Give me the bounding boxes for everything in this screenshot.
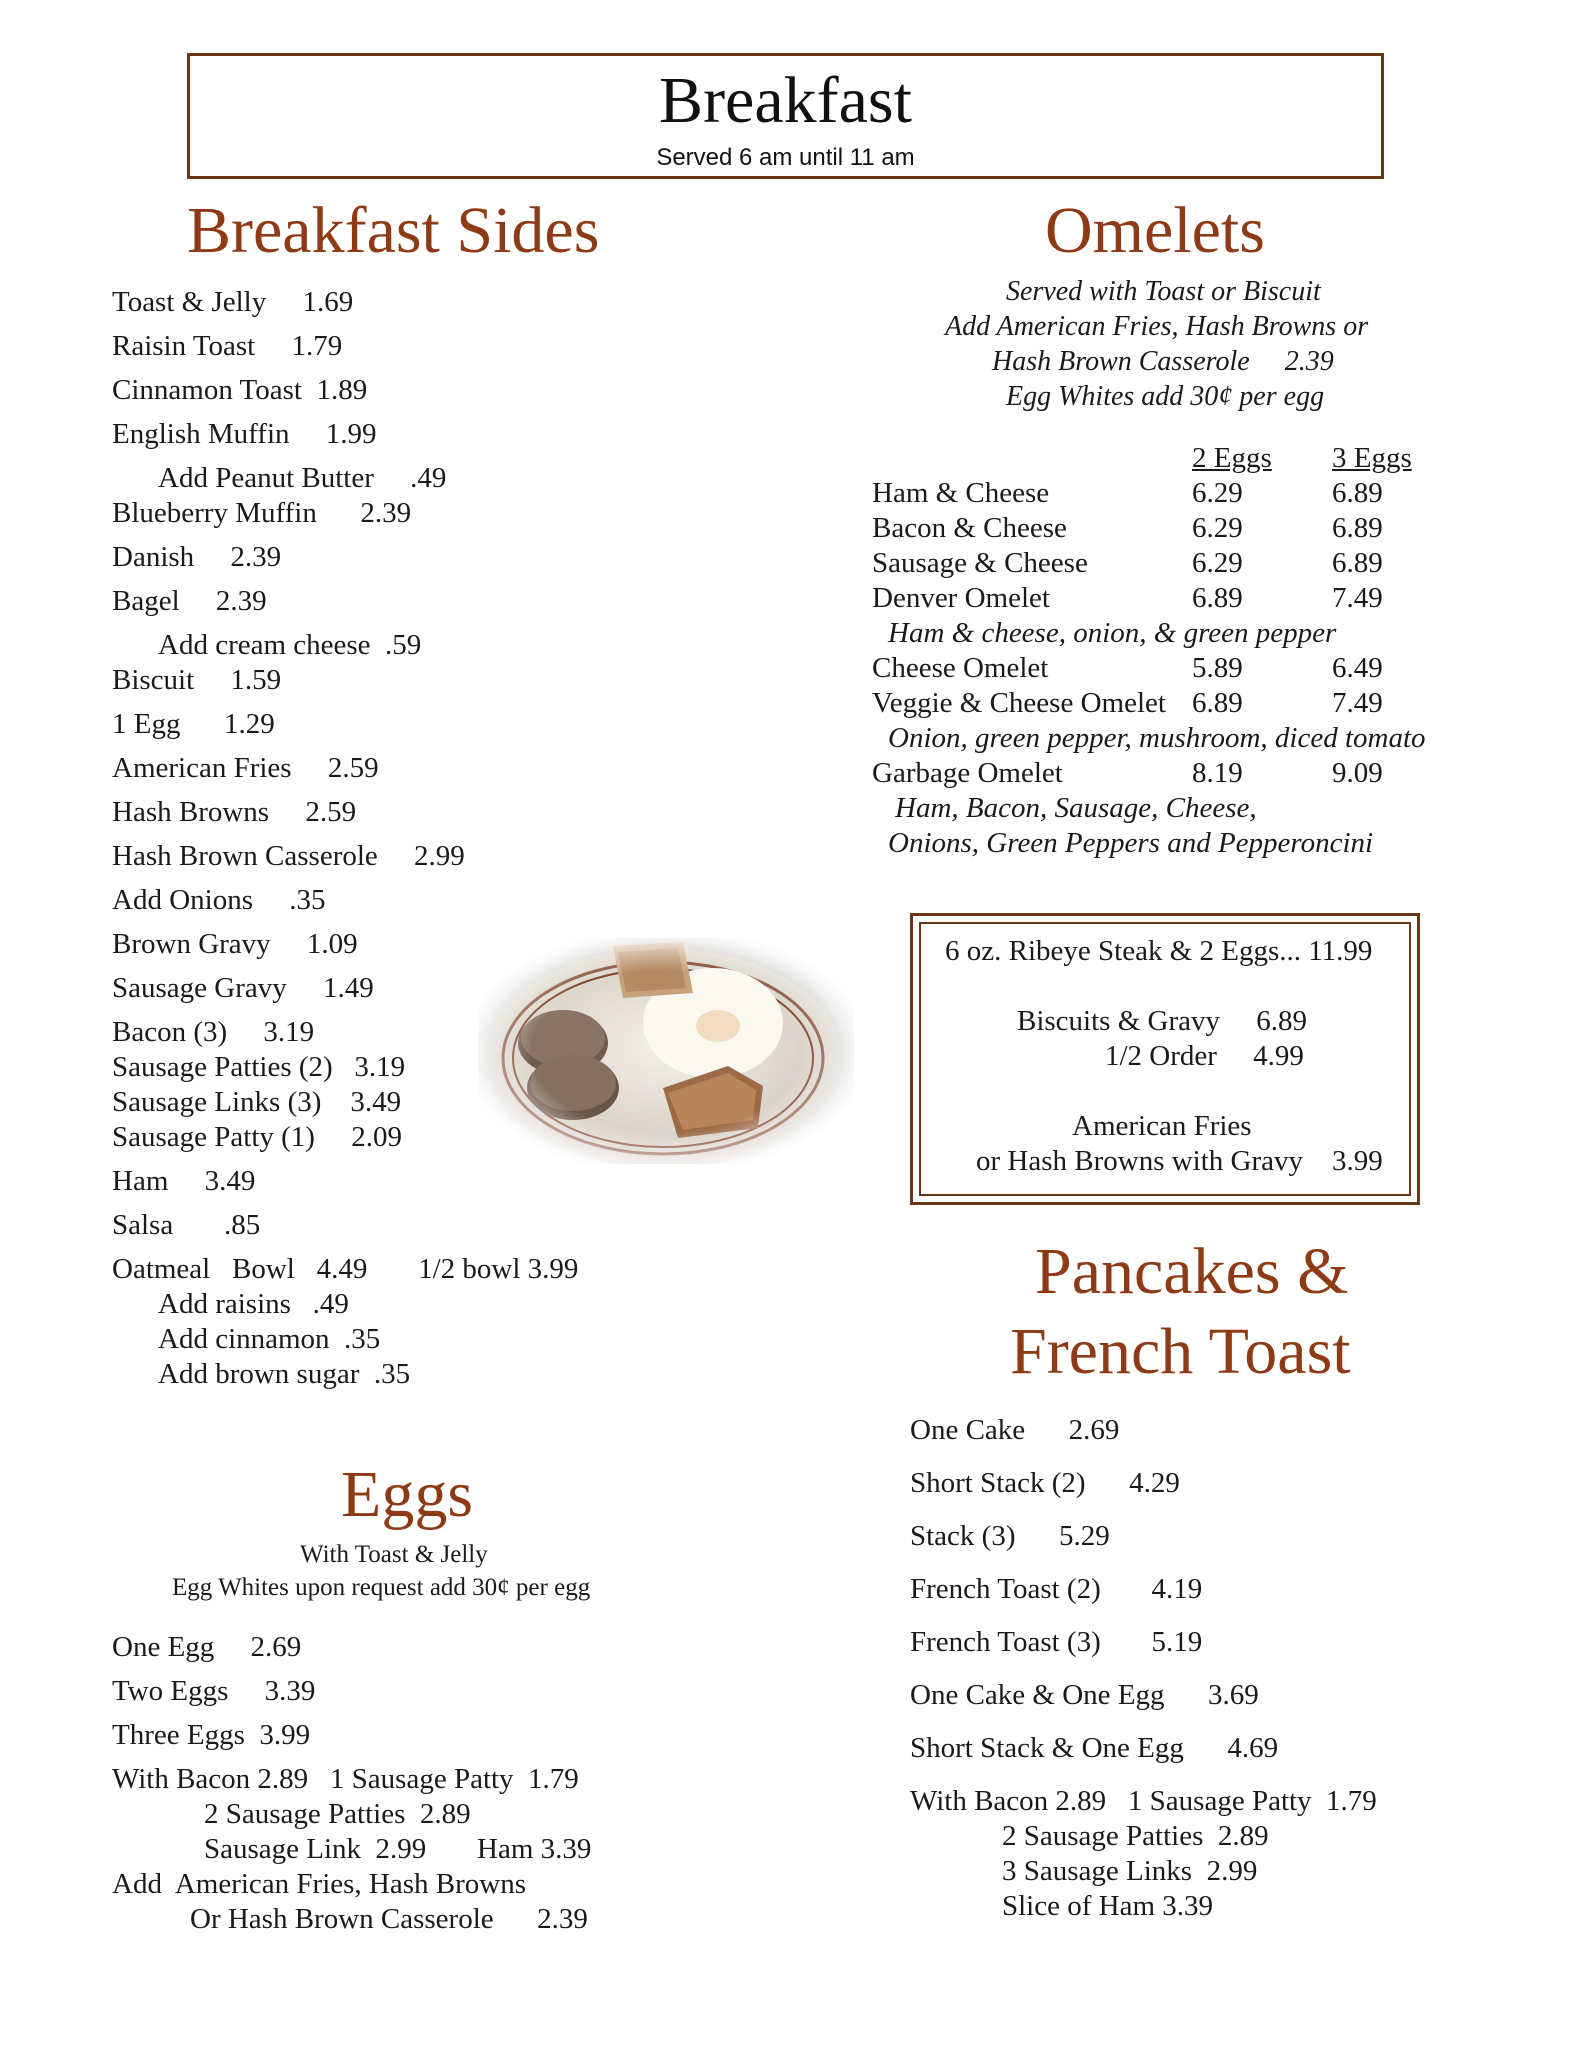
special-item: 6 oz. Ribeye Steak & 2 Eggs... 11.99 — [945, 935, 1373, 967]
list-item: Sausage Links (3) 3.49 — [112, 1086, 402, 1118]
table-cell: 6.89 — [1332, 477, 1383, 509]
list-item: Add cinnamon .35 — [158, 1323, 381, 1355]
omelets-intro: Hash Brown Casserole 2.39 — [992, 346, 1334, 377]
list-item: One Egg 2.69 — [112, 1631, 302, 1663]
omelets-intro: Add American Fries, Hash Browns or — [945, 311, 1369, 342]
eggs-note: Egg Whites upon request add 30¢ per egg — [172, 1574, 591, 1601]
pancakes-heading: French Toast — [1010, 1315, 1351, 1388]
page-subtitle: Served 6 am until 11 am — [656, 144, 915, 171]
table-cell: 6.29 — [1192, 477, 1243, 509]
table-cell: 6.29 — [1192, 547, 1243, 579]
list-item: With Bacon 2.89 1 Sausage Patty 1.79 — [112, 1763, 579, 1795]
list-item: Sausage Link 2.99 Ham 3.39 — [204, 1833, 592, 1865]
list-item: 1 Egg 1.29 — [112, 708, 275, 740]
list-item: Add American Fries, Hash Browns — [112, 1868, 527, 1900]
special-item: Biscuits & Gravy 6.89 — [1017, 1005, 1307, 1037]
list-item: Add cream cheese .59 — [158, 629, 422, 661]
item-description: Onions, Green Peppers and Pepperoncini — [888, 827, 1374, 859]
list-item: English Muffin 1.99 — [112, 418, 377, 450]
list-item: Add Onions .35 — [112, 884, 326, 916]
table-row: Ham & Cheese — [872, 477, 1050, 509]
item-description: Ham & cheese, onion, & green pepper — [888, 617, 1337, 649]
list-item: With Bacon 2.89 1 Sausage Patty 1.79 — [910, 1785, 1377, 1817]
table-cell: 6.89 — [1192, 687, 1243, 719]
table-cell: 6.89 — [1332, 512, 1383, 544]
table-cell: 5.89 — [1192, 652, 1243, 684]
list-item: 2 Sausage Patties 2.89 — [1002, 1820, 1269, 1852]
list-item: Biscuit 1.59 — [112, 664, 282, 696]
list-item: American Fries 2.59 — [112, 752, 379, 784]
list-item: One Cake & One Egg 3.69 — [910, 1679, 1259, 1711]
special-item: or Hash Browns with Gravy 3.99 — [976, 1145, 1383, 1177]
item-description: Onion, green pepper, mushroom, diced tomato — [888, 722, 1426, 754]
pancakes-heading: Pancakes & — [1035, 1235, 1349, 1308]
list-item: Oatmeal Bowl 4.49 1/2 bowl 3.99 — [112, 1253, 579, 1285]
list-item: French Toast (2) 4.19 — [910, 1573, 1203, 1605]
list-item: Three Eggs 3.99 — [112, 1719, 311, 1751]
breakfast-plate-photo-icon — [478, 938, 854, 1164]
list-item: Ham 3.49 — [112, 1165, 256, 1197]
table-row: Bacon & Cheese — [872, 512, 1067, 544]
special-item: 1/2 Order 4.99 — [1105, 1040, 1304, 1072]
list-item: Raisin Toast 1.79 — [112, 330, 343, 362]
item-description: Ham, Bacon, Sausage, Cheese, — [895, 792, 1257, 824]
omelets-intro: Egg Whites add 30¢ per egg — [1006, 381, 1325, 412]
table-cell: 6.49 — [1332, 652, 1383, 684]
column-header: 2 Eggs — [1192, 442, 1272, 474]
list-item: Two Eggs 3.39 — [112, 1675, 316, 1707]
list-item: Add Peanut Butter .49 — [158, 462, 447, 494]
list-item: Hash Browns 2.59 — [112, 796, 357, 828]
sides-heading: Breakfast Sides — [187, 194, 600, 267]
list-item: Toast & Jelly 1.69 — [112, 286, 354, 318]
omelets-heading: Omelets — [1045, 194, 1265, 267]
list-item: Brown Gravy 1.09 — [112, 928, 358, 960]
eggs-subtitle: With Toast & Jelly — [300, 1541, 488, 1568]
list-item: Add raisins .49 — [158, 1288, 349, 1320]
table-cell: 6.89 — [1192, 582, 1243, 614]
list-item: Add brown sugar .35 — [158, 1358, 411, 1390]
list-item: Sausage Gravy 1.49 — [112, 972, 374, 1004]
list-item: One Cake 2.69 — [910, 1414, 1120, 1446]
list-item: Stack (3) 5.29 — [910, 1520, 1110, 1552]
list-item: French Toast (3) 5.19 — [910, 1626, 1203, 1658]
list-item: Or Hash Brown Casserole 2.39 — [190, 1903, 588, 1935]
list-item: Sausage Patty (1) 2.09 — [112, 1121, 402, 1153]
table-cell: 8.19 — [1192, 757, 1243, 789]
list-item: Slice of Ham 3.39 — [1002, 1890, 1214, 1922]
table-row: Cheese Omelet — [872, 652, 1049, 684]
list-item: 3 Sausage Links 2.99 — [1002, 1855, 1258, 1887]
list-item: Bagel 2.39 — [112, 585, 267, 617]
table-row: Denver Omelet — [872, 582, 1050, 614]
table-cell: 6.89 — [1332, 547, 1383, 579]
header-box — [187, 53, 1384, 179]
page-title: Breakfast — [659, 64, 912, 137]
list-item: Short Stack (2) 4.29 — [910, 1467, 1180, 1499]
list-item: Blueberry Muffin 2.39 — [112, 497, 412, 529]
table-cell: 7.49 — [1332, 687, 1383, 719]
list-item: 2 Sausage Patties 2.89 — [204, 1798, 471, 1830]
list-item: Danish 2.39 — [112, 541, 282, 573]
list-item: Short Stack & One Egg 4.69 — [910, 1732, 1279, 1764]
column-header: 3 Eggs — [1332, 442, 1412, 474]
list-item: Bacon (3) 3.19 — [112, 1016, 315, 1048]
table-cell: 6.29 — [1192, 512, 1243, 544]
special-item: American Fries — [1072, 1110, 1252, 1142]
list-item: Sausage Patties (2) 3.19 — [112, 1051, 406, 1083]
table-cell: 9.09 — [1332, 757, 1383, 789]
list-item: Hash Brown Casserole 2.99 — [112, 840, 465, 872]
table-row: Garbage Omelet — [872, 757, 1063, 789]
table-row: Sausage & Cheese — [872, 547, 1088, 579]
table-cell: 7.49 — [1332, 582, 1383, 614]
list-item: Salsa .85 — [112, 1209, 261, 1241]
table-row: Veggie & Cheese Omelet — [872, 687, 1166, 719]
eggs-heading: Eggs — [341, 1458, 473, 1531]
list-item: Cinnamon Toast 1.89 — [112, 374, 368, 406]
omelets-intro: Served with Toast or Biscuit — [1006, 276, 1321, 307]
